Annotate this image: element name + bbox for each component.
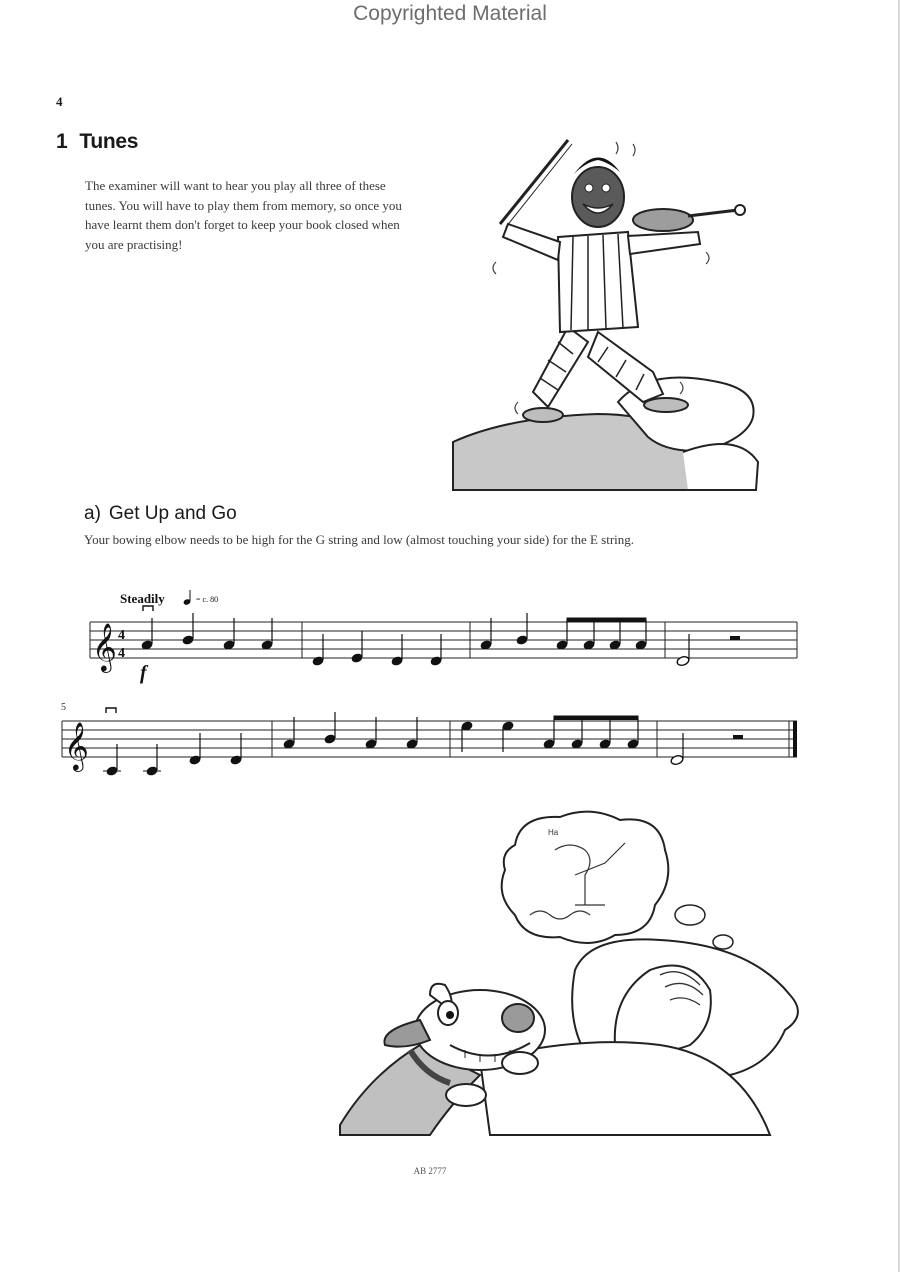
piece-title: Get Up and Go (108, 503, 237, 524)
staff-system-1 (90, 622, 797, 658)
page-number: 4 (56, 94, 63, 109)
staff-system-2 (62, 721, 797, 757)
bar-6-notes (283, 712, 418, 749)
quarter-note-icon (183, 590, 191, 606)
intro-paragraph: The examiner will want to hear you play all three of these tunes. You will have to play them from memory, so once you have learnt them don't forget to keep your book closed when you are practising! (85, 178, 402, 252)
bar-3-notes (480, 613, 647, 650)
catalogue-code: AB 2777 (413, 1166, 447, 1176)
down-bow-icon (143, 606, 153, 611)
final-barline (793, 721, 797, 757)
thought-caption: Ha (548, 828, 559, 837)
tempo-word: Steadily (120, 591, 165, 606)
bar-1-notes (141, 613, 273, 650)
bar-4-notes (676, 634, 740, 667)
copyright-watermark: Copyrighted Material (353, 2, 547, 25)
down-bow-icon (106, 708, 116, 713)
sleeping-boy-and-dog-illustration (330, 805, 810, 1145)
tempo-marking: = c. 80 (196, 595, 219, 604)
time-signature-top: 4 (118, 628, 125, 643)
section-title: Tunes (79, 130, 139, 153)
bar-number: 5 (61, 702, 66, 713)
bar-8-notes (670, 733, 743, 766)
piece-instruction: Your bowing elbow needs to be high for the G string and low (almost touching your side) for the E string. (84, 532, 635, 547)
treble-clef-icon: 𝄞 (64, 721, 89, 770)
treble-clef-icon: 𝄞 (92, 622, 117, 671)
piece-letter: a) (84, 503, 101, 524)
time-signature-bottom: 4 (118, 646, 125, 661)
section-number: 1 (56, 130, 68, 153)
dynamic-marking: f (140, 662, 147, 684)
